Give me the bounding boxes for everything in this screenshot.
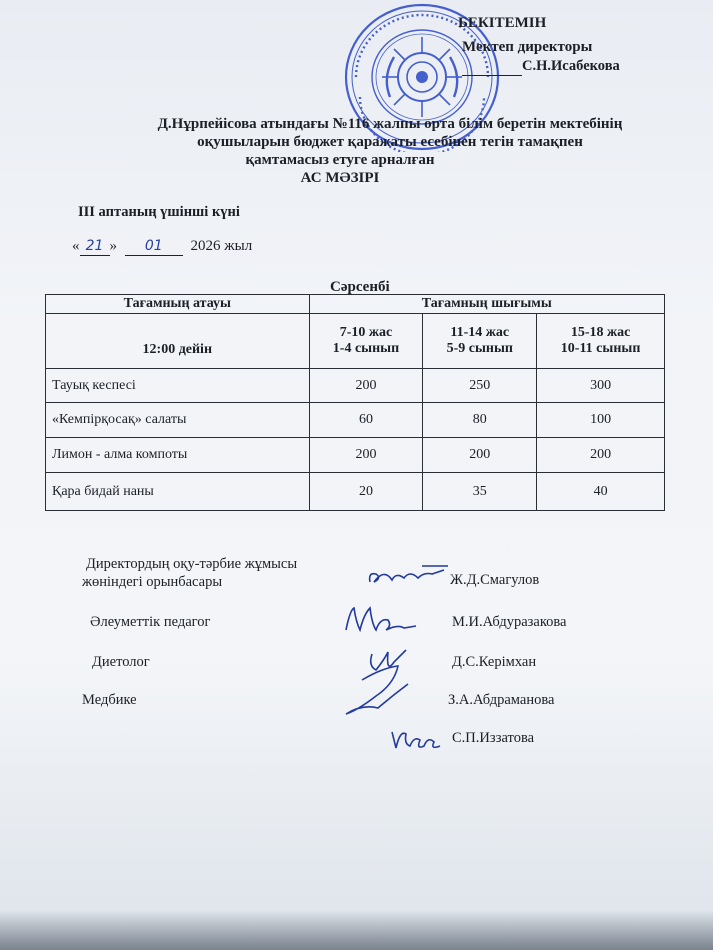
- dish-name: Лимон - алма компоты: [46, 438, 310, 473]
- dish-yield-1: 20: [309, 473, 423, 511]
- dish-yield-1: 60: [309, 403, 423, 438]
- date-row: [72, 238, 252, 256]
- title-line-2: оқушыларын бюджет қаражаты есебінен тегін тамақпен: [197, 134, 583, 150]
- date-year: 2026 жыл: [190, 238, 253, 254]
- signatory-4-name: З.А.Абдраманова: [448, 692, 555, 708]
- document-title: АС МӘЗІРІ: [300, 170, 380, 186]
- age-group-2-age: 11-14 жас: [450, 325, 510, 340]
- signature-3-mark: [332, 640, 422, 720]
- table-age-row: [46, 314, 665, 369]
- age-group-2-grade: 5-9 сынып: [446, 341, 513, 356]
- signature-2-mark: [340, 600, 420, 640]
- signatory-5-name: С.П.Иззатова: [452, 730, 535, 746]
- photo-bottom-shadow: [0, 910, 713, 950]
- age-group-1-grade: 1-4 сынып: [332, 341, 400, 356]
- age-group-3-grade: 10-11 сынып: [560, 341, 641, 356]
- table-row: [46, 403, 665, 438]
- dish-name: «Кемпірқосақ» салаты: [46, 403, 310, 438]
- director-title: Мектеп директоры: [462, 39, 593, 55]
- date-day-field: [80, 238, 110, 256]
- dish-yield-2: 200: [423, 438, 537, 473]
- dish-yield-1: 200: [309, 438, 423, 473]
- dish-yield-2: 250: [423, 369, 537, 403]
- table-row: [46, 438, 665, 473]
- age-group-3: [537, 314, 665, 369]
- week-day-heading: ІІІ аптаның үшінші күні: [78, 204, 240, 220]
- dish-yield-2: 35: [423, 473, 537, 511]
- signatory-3-title: Диетолог: [92, 654, 150, 670]
- menu-table: [45, 294, 665, 511]
- signatory-1-title-line-2: жөніндегі орынбасары: [82, 574, 223, 590]
- age-group-3-age: 15-18 жас: [570, 325, 631, 340]
- date-month: 01: [144, 238, 163, 254]
- signatory-1-title-line-1: Директордың оқу-тәрбие жұмысы: [86, 556, 298, 572]
- dish-yield-3: 300: [537, 369, 665, 403]
- date-day: 21: [85, 238, 104, 254]
- table-row: [46, 473, 665, 511]
- weekday-label: Сәрсенбі: [330, 279, 390, 295]
- dish-yield-3: 100: [537, 403, 665, 438]
- signature-1-mark: [362, 560, 452, 590]
- dish-yield-3: 40: [537, 473, 665, 511]
- signatory-4-title: Медбике: [82, 692, 137, 708]
- signatory-3-name: Д.С.Керімхан: [452, 654, 537, 670]
- signature-5-mark: [386, 722, 446, 756]
- title-line-1: Д.Нұрпейісова атындағы №116 жалпы орта білім беретін мектебінің: [157, 116, 623, 132]
- dish-yield-2: 80: [423, 403, 537, 438]
- table-row: [46, 369, 665, 403]
- signatory-2-title: Әлеуметтік педагог: [90, 614, 211, 630]
- signatory-2-name: М.И.Абдуразакова: [452, 614, 567, 630]
- date-month-field: [125, 238, 183, 256]
- column-header-name: Тағамның атауы: [46, 295, 310, 314]
- dish-name: Тауық кеспесі: [46, 369, 310, 403]
- director-name: С.Н.Исабекова: [522, 58, 620, 74]
- date-close-quote: »: [109, 238, 117, 254]
- table-header-row: [46, 295, 665, 314]
- dish-yield-3: 200: [537, 438, 665, 473]
- age-group-1-age: 7-10 жас: [339, 325, 393, 340]
- signatory-1-name: Ж.Д.Смагулов: [450, 572, 540, 588]
- title-line-3: қамтамасыз етуге арналған: [245, 152, 435, 168]
- date-open-quote: «: [72, 238, 80, 254]
- age-group-1: [309, 314, 423, 369]
- dish-name: Қара бидай наны: [46, 473, 310, 511]
- approval-heading: БЕКІТЕМІН: [458, 15, 547, 31]
- dish-yield-1: 200: [309, 369, 423, 403]
- age-group-2: [423, 314, 537, 369]
- time-label: 12:00 дейін: [46, 314, 310, 369]
- column-header-yield: Тағамның шығымы: [309, 295, 664, 314]
- director-signature-line: [462, 75, 522, 76]
